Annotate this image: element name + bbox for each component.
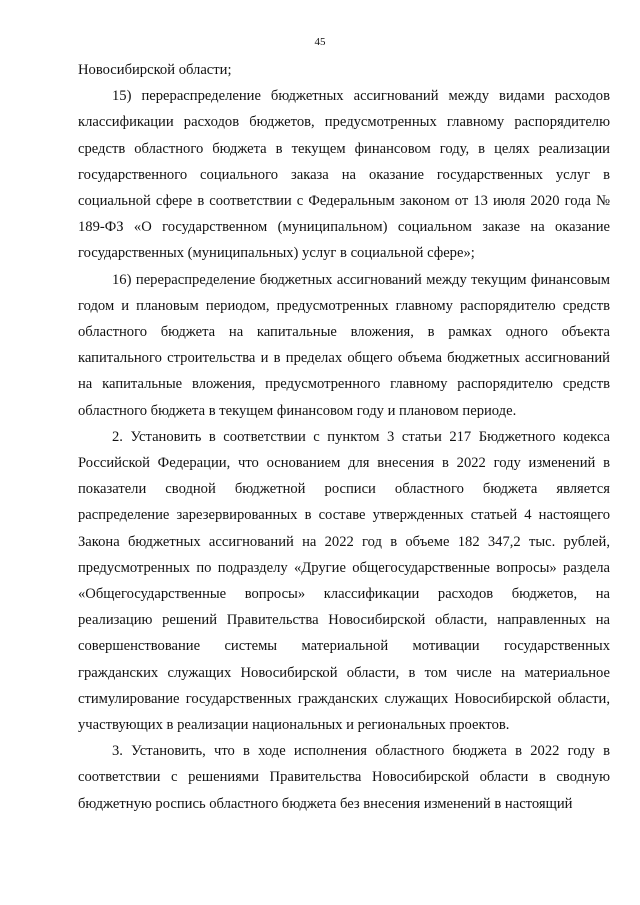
paragraph-clause-2: 2. Установить в соответствии с пунктом 3 статьи 217 Бюджетного кодекса Российской Федерации, что основанием для внесения в 2022 году изменений в показатели сводной бюджетной росписи областного бюджета является распределение зарезервированных в составе утвержденных статьей 4 настоящего Закона бюджетных ассигнований на 2022 год в объеме 182 347,2 тыс. рублей, предусмотренных по подразделу «Другие общегосударственные вопросы» раздела «Общегосударственные вопросы» классификации расходов бюджетов, на реализацию решений Правительства Новосибирской области, направленных на совершенствование системы материальной мотивации государственных гражданских служащих Новосибирской области, в том числе на материальное стимулирование государственных гражданских служащих Новосибирской области, участвующих в реализации национальных и региональных проектов. (78, 428, 610, 734)
paragraph-item-16: 16) перераспределение бюджетных ассигнований между текущим финансовым годом и плановым периодом, предусмотренных главному распорядителю средств областного бюджета на капитальные вложения, в рамках одного объекта капитального строительства и в пределах общего объема бюджетных ассигнований на капитальные вложения, предусмотренного главному распорядителю средств областного бюджета в текущем финансовом году и плановом периоде. (78, 271, 610, 419)
document-body (78, 57, 610, 817)
paragraph-clause-3: 3. Установить, что в ходе исполнения областного бюджета в 2022 году в соответствии с решениями Правительства Новосибирской области в сводную бюджетную роспись областного бюджета без внесения изменений в настоящий (78, 743, 610, 812)
page-number: 45 (314, 36, 326, 48)
paragraph-continuation: Новосибирской области; (78, 62, 232, 78)
paragraph-item-15: 15) перераспределение бюджетных ассигнований между видами расходов классификации расходов бюджетов, предусмотренных главному распорядителю средств областного бюджета в текущем финансовом году, в целях реализации государственного социального заказа на оказание государственных услуг в социальной сфере в соответствии с Федеральным законом от 13 июля 2020 года № 189-ФЗ «О государственном (муниципальном) социальном заказе на оказание государственных (муниципальных) услуг в социальной сфере»; (78, 88, 610, 262)
